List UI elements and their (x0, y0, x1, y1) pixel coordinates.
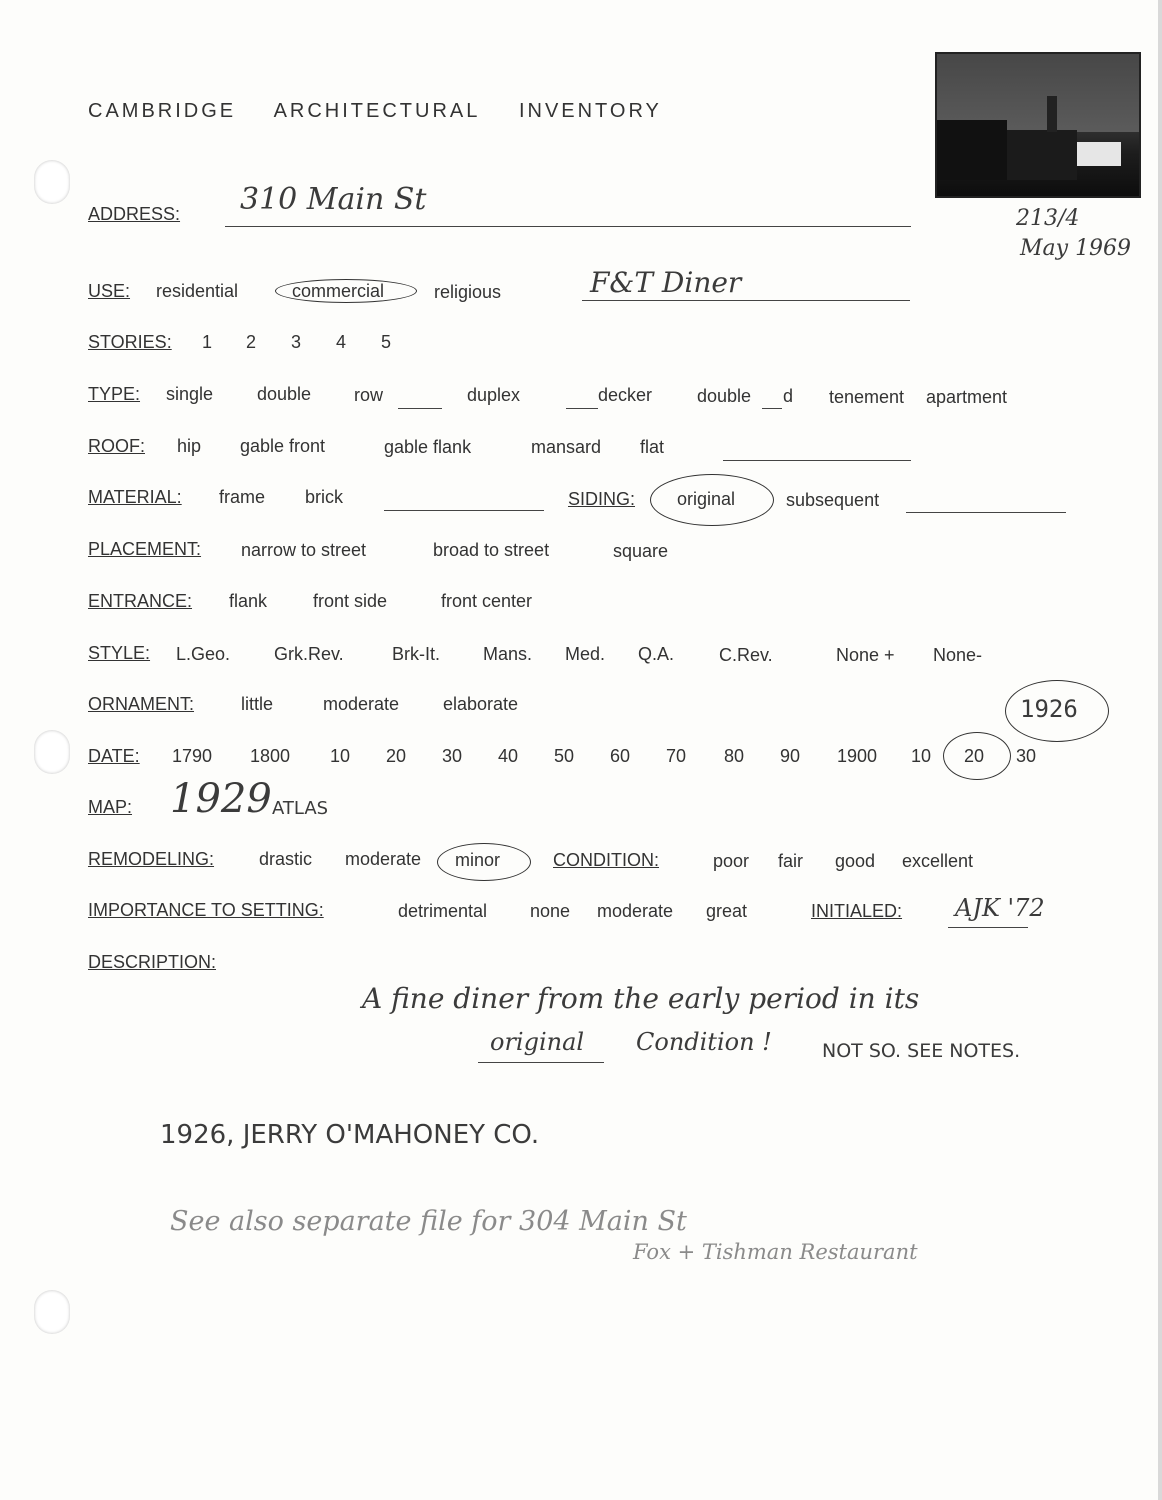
entrance-label: ENTRANCE: (88, 591, 193, 611)
description-builder: 1926, JERRY O'MAHONEY CO. (160, 1120, 540, 1150)
condition-label: CONDITION: (553, 850, 659, 870)
photo-tower (1047, 96, 1057, 132)
ornament-option: elaborate (443, 694, 519, 714)
map-value: 1929 (170, 776, 272, 822)
style-option: None- (933, 645, 983, 665)
form-title (88, 100, 692, 123)
date-option: 1900 (837, 746, 878, 766)
blank-line (384, 510, 544, 511)
importance-option: none (530, 901, 571, 921)
style-option: C.Rev. (719, 645, 773, 665)
date-option-selected: 20 (964, 746, 985, 766)
date-option: 30 (442, 746, 463, 766)
date-option: 60 (610, 746, 631, 766)
stories-option: 3 (291, 332, 302, 352)
roof-option: gable front (240, 436, 326, 456)
stories-option: 1 (202, 332, 213, 352)
use-option: residential (156, 281, 239, 301)
date-option: 50 (554, 746, 575, 766)
siding-label: SIDING: (568, 489, 636, 509)
style-option: L.Geo. (176, 644, 231, 664)
description-see-also: See also separate file for 304 Main St (170, 1206, 687, 1237)
ornament-label: ORNAMENT: (88, 694, 195, 714)
address-value: 310 Main St (240, 182, 427, 217)
type-label: TYPE: (88, 384, 141, 404)
importance-option: great (706, 901, 748, 921)
use-option-selected: commercial (292, 281, 385, 301)
binder-hole (34, 1290, 70, 1334)
ornament-option: little (241, 694, 274, 714)
importance-label: IMPORTANCE TO SETTING: (88, 900, 324, 920)
importance-option: detrimental (398, 901, 488, 921)
condition-option: poor (713, 851, 750, 871)
date-option: 10 (330, 746, 351, 766)
entrance-option: front side (313, 591, 388, 611)
date-option: 10 (911, 746, 932, 766)
material-label: MATERIAL: (88, 487, 182, 507)
type-option: row (354, 385, 384, 405)
roof-option: gable flank (384, 437, 472, 457)
map-label: MAP: (88, 797, 133, 817)
selection-circle (650, 474, 774, 526)
type-option: double (697, 386, 752, 406)
type-option: duplex (467, 385, 521, 405)
placement-option: broad to street (433, 540, 550, 560)
title-word: ARCHITECTURAL (273, 100, 481, 122)
roof-label: ROOF: (88, 436, 145, 456)
title-word: CAMBRIDGE (88, 100, 237, 122)
page-edge (1158, 0, 1162, 1500)
use-label: USE: (88, 281, 131, 301)
title-word: INVENTORY (518, 100, 662, 122)
building-photo (935, 52, 1141, 198)
condition-option: fair (778, 851, 804, 871)
stories-option: 5 (381, 332, 392, 352)
stamp-number: 213/4 (1016, 206, 1080, 231)
remodeling-option-selected: minor (455, 850, 501, 870)
initialed-label: INITIALED: (811, 901, 903, 921)
description-condition: Condition ! (636, 1028, 772, 1056)
material-option: brick (305, 487, 344, 507)
placement-option: narrow to street (241, 540, 367, 560)
style-option: Brk-It. (392, 644, 440, 664)
type-option: apartment (926, 387, 1008, 407)
address-line (225, 226, 911, 227)
description-original: original (490, 1028, 585, 1056)
stories-label: STORIES: (88, 332, 172, 352)
date-option: 30 (1016, 746, 1037, 766)
importance-option: moderate (597, 901, 674, 921)
date-handwritten: 1926 (1020, 695, 1078, 723)
description-underline (478, 1062, 604, 1063)
ornament-option: moderate (323, 694, 400, 714)
placement-label: PLACEMENT: (88, 539, 202, 559)
stories-option: 4 (336, 332, 347, 352)
entrance-option: flank (229, 591, 268, 611)
roof-option: flat (640, 437, 665, 457)
binder-hole (34, 160, 70, 204)
blank-line (723, 460, 911, 461)
date-option: 70 (666, 746, 687, 766)
condition-option: good (835, 851, 876, 871)
siding-option-selected: original (677, 489, 736, 509)
initialed-value: AJK '72 (955, 894, 1045, 922)
date-label: DATE: (88, 746, 140, 766)
selection-circle (943, 732, 1011, 780)
map-note: ATLAS (272, 798, 329, 819)
material-option: frame (219, 487, 266, 507)
address-label: ADDRESS: (88, 204, 181, 224)
date-option: 20 (386, 746, 407, 766)
roof-option: hip (177, 436, 202, 456)
style-option: Q.A. (638, 644, 675, 664)
description-note: NOT SO. SEE NOTES. (822, 1040, 1021, 1062)
blank-line (762, 408, 782, 409)
style-option: Mans. (483, 644, 533, 664)
photo-building (937, 120, 1007, 180)
use-option: religious (434, 282, 502, 302)
siding-option: subsequent (786, 490, 880, 510)
selection-circle (275, 279, 417, 303)
selection-circle (437, 843, 531, 881)
remodeling-label: REMODELING: (88, 849, 215, 869)
binder-hole (34, 730, 70, 774)
stories-option: 2 (246, 332, 257, 352)
photo-truck (1077, 142, 1121, 166)
type-option: single (166, 384, 214, 404)
stamp-date: May 1969 (1020, 236, 1132, 261)
type-option: d (783, 386, 794, 406)
description-label: DESCRIPTION: (88, 952, 217, 972)
date-option: 90 (780, 746, 801, 766)
use-line (582, 300, 910, 301)
type-option: double (257, 384, 312, 404)
blank-line (398, 408, 442, 409)
type-option: tenement (829, 387, 905, 407)
remodeling-option: drastic (259, 849, 313, 869)
date-option: 1790 (172, 746, 213, 766)
description-line1: A fine diner from the early period in its (362, 982, 920, 1015)
remodeling-option: moderate (345, 849, 422, 869)
description-restaurant: Fox + Tishman Restaurant (633, 1240, 918, 1264)
style-option: None + (836, 645, 895, 665)
date-option: 40 (498, 746, 519, 766)
date-option: 80 (724, 746, 745, 766)
entrance-option: front center (441, 591, 533, 611)
type-option: decker (598, 385, 653, 405)
style-option: Med. (565, 644, 606, 664)
roof-option: mansard (531, 437, 602, 457)
photo-building (1007, 130, 1077, 180)
use-name: F&T Diner (590, 266, 742, 299)
style-label: STYLE: (88, 643, 151, 663)
style-option: Grk.Rev. (274, 644, 344, 664)
blank-line (906, 512, 1066, 513)
placement-option: square (613, 541, 669, 561)
initialed-line (948, 927, 1028, 928)
date-option: 1800 (250, 746, 291, 766)
condition-option: excellent (902, 851, 974, 871)
blank-line (566, 408, 598, 409)
